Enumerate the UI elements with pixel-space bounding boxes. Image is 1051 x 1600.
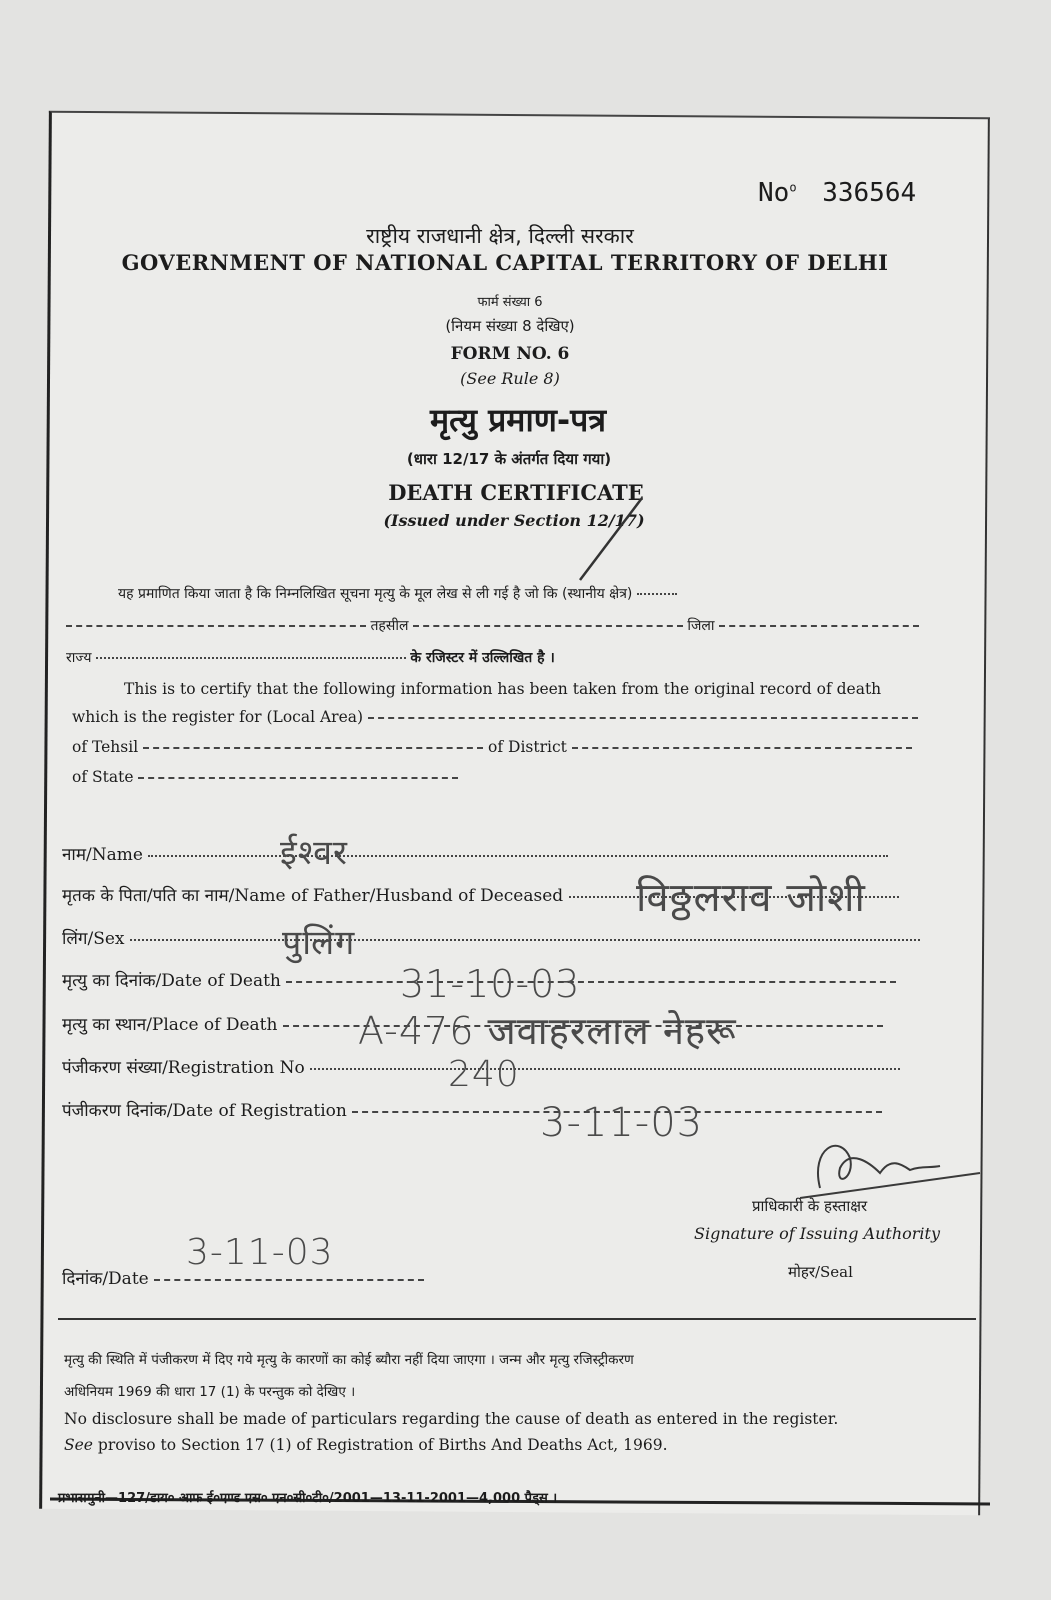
state-hindi-label: राज्य [66, 650, 92, 666]
field-date-of-registration [62, 1098, 882, 1121]
disclosure-divider [58, 1318, 976, 1320]
certify-hindi-text: यह प्रमाणित किया जाता है कि निम्नलिखित सूचना मृत्यु के मूल लेख से ली गई है जो कि (स्थानीय क्षेत्र) [118, 586, 633, 602]
dotted-line [637, 593, 677, 595]
form-english: FORM NO. 6 [450, 344, 570, 364]
number-value: 336564 [822, 178, 917, 208]
date-of-registration-label: पंजीकरण दिनांक/Date of Registration [62, 1101, 347, 1121]
date-of-registration-value: 3-11-03 [540, 1100, 704, 1146]
dashed-line [368, 717, 918, 719]
title-english: DEATH CERTIFICATE [388, 480, 644, 505]
signature-english: Signature of Issuing Authority [694, 1224, 940, 1243]
disclosure-hindi-1: मृत्यु की स्थिति में पंजीकरण में दिए गये मृत्यु के कारणों का कोई ब्यौरा नहीं दिया जाएगा । जन्म और मृत्यु रजिस्ट्रीकरण [64, 1352, 634, 1368]
name-value: ईश्वर [280, 833, 348, 873]
dashed-line [143, 747, 483, 749]
see-word: See [64, 1436, 93, 1454]
certify-english-line2 [72, 708, 918, 726]
field-name [62, 842, 888, 865]
dashed-line [286, 981, 896, 983]
gov-hindi: राष्ट्रीय राजधानी क्षेत्र, दिल्ली सरकार [366, 224, 634, 248]
dashed-line [66, 625, 366, 627]
field-sex [62, 926, 920, 949]
date-label: दिनांक/Date [62, 1269, 149, 1289]
district-label: of District [488, 738, 567, 756]
pen-slash-mark [560, 490, 650, 590]
signature-hindi: प्राधिकारी के हस्ताक्षर [752, 1197, 868, 1215]
date-of-death-value: 31-10-03 [400, 962, 581, 1006]
date-value: 3-11-03 [186, 1232, 334, 1273]
disclosure-english-2 [64, 1436, 668, 1454]
certify-hindi-line3 [66, 648, 555, 667]
dotted-line [130, 939, 920, 941]
disclosure-hindi-2: अधिनियम 1969 की धारा 17 (1) के परन्तुक को देखिए । [64, 1384, 356, 1400]
sex-label: लिंग/Sex [62, 929, 125, 949]
registration-no-label: पंजीकरण संख्या/Registration No [62, 1058, 305, 1078]
dotted-line [310, 1068, 900, 1070]
dashed-line [572, 747, 912, 749]
certify-hindi-line1 [118, 584, 677, 603]
local-area-label: which is the register for (Local Area) [72, 708, 364, 726]
dashed-line [154, 1279, 424, 1281]
number-prefix: No [758, 178, 790, 208]
dashed-line [413, 625, 683, 627]
title-hindi: मृत्यु प्रमाण-पत्र [429, 401, 606, 439]
rule-english: (See Rule 8) [460, 369, 560, 388]
authority-signature-scribble [780, 1128, 990, 1238]
dashed-line [719, 625, 919, 627]
place-of-death-label: मृत्यु का स्थान/Place of Death [62, 1015, 278, 1035]
dashed-line [138, 777, 458, 779]
certify-english-line4 [72, 768, 458, 786]
place-of-death-value: A-476 जवाहरलाल नेहरू [358, 1009, 737, 1053]
dotted-line [96, 657, 406, 659]
certify-hindi-end: के रजिस्टर में उल्लिखित है । [410, 650, 555, 666]
registration-no-value: 240 [448, 1054, 520, 1095]
seal-label: मोहर/Seal [788, 1263, 853, 1281]
tehsil-hindi-label: तहसील [370, 618, 409, 634]
disclosure-english-1: No disclosure shall be made of particulars regarding the cause of death as entered in the register. [64, 1410, 839, 1428]
certificate-number: No$^o$ 336564 [758, 178, 917, 208]
dotted-line [148, 855, 888, 857]
name-label: नाम/Name [62, 845, 143, 865]
sex-value: पुलिंग [282, 923, 356, 963]
proviso-text: proviso to Section 17 (1) of Registration of Births And Deaths Act, 1969. [97, 1436, 668, 1454]
certify-english-line1: This is to certify that the following information has been taken from the original record of death [124, 680, 882, 698]
rule-hindi: (नियम संख्या 8 देखिए) [445, 317, 575, 335]
section-hindi: (धारा 12/17 के अंतर्गत दिया गया) [406, 450, 612, 468]
father-value: विठ्ठलराव जोशी [636, 875, 866, 921]
date-of-death-label: मृत्यु का दिनांक/Date of Death [62, 971, 281, 991]
form-hindi: फार्म संख्या 6 [477, 295, 543, 310]
gov-english: GOVERNMENT OF NATIONAL CAPITAL TERRITORY OF DELHI [121, 250, 889, 275]
certify-hindi-line2 [66, 616, 919, 635]
footer-print-line: प्रभासमुनी—127/डाय० आफ ई०एण्ड एस० एन०सी०टी०/2001—13-11-2001—4,000 पैड्स । [58, 1491, 558, 1506]
state-label: of State [72, 768, 134, 786]
certify-english-line3 [72, 738, 912, 756]
section-english: (Issued under Section 12/17) [383, 511, 645, 530]
father-label: मृतक के पिता/पति का नाम/Name of Father/Husband of Deceased [62, 886, 564, 906]
tehsil-label: of Tehsil [72, 738, 139, 756]
district-hindi-label: जिला [687, 618, 715, 634]
